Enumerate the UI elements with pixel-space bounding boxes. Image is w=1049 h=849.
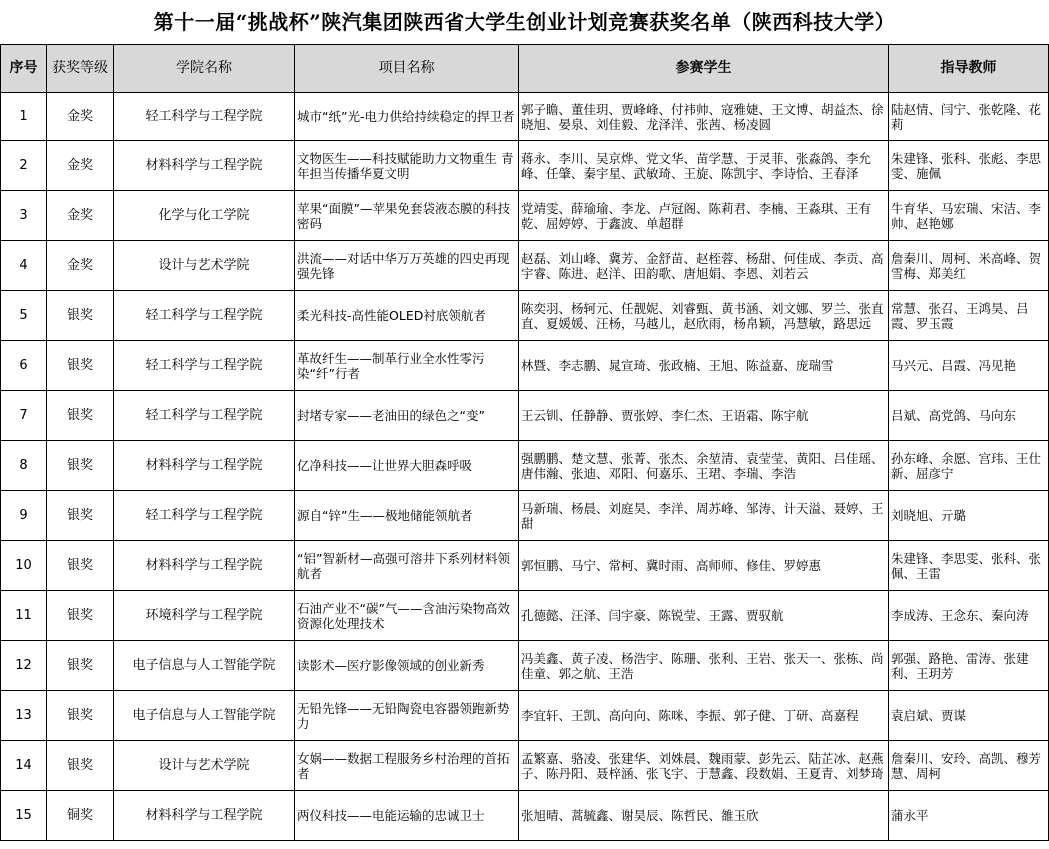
- cell-seq: 12: [1, 641, 47, 691]
- cell-college: 材料科学与工程学院: [114, 141, 295, 191]
- cell-college: 电子信息与人工智能学院: [114, 641, 295, 691]
- cell-students: 孔德懿、汪泽、闫宇豪、陈锐莹、王露、贾驭航: [519, 591, 889, 641]
- cell-seq: 1: [1, 93, 47, 141]
- cell-award: 银奖: [47, 291, 114, 341]
- table-row: [1, 791, 1049, 841]
- cell-college: 电子信息与人工智能学院: [114, 691, 295, 741]
- cell-seq: 8: [1, 441, 47, 491]
- cell-college: 材料科学与工程学院: [114, 441, 295, 491]
- cell-students: 蒋永、李川、吴京烨、党文华、苗学慧、于灵菲、张淼鸽、李允峰、任肇、秦宇星、武敏琦、王旋、陈凯宇、李诗恰、王春泽: [519, 141, 889, 191]
- table-row: [1, 341, 1049, 391]
- cell-seq: 14: [1, 741, 47, 791]
- cell-teachers: 郭强、路艳、雷涛、张建利、王玥芳: [889, 641, 1049, 691]
- cell-students: 林暨、李志鹏、晁宣琦、张政楠、王旭、陈益嘉、庞瑞雪: [519, 341, 889, 391]
- cell-award: 银奖: [47, 591, 114, 641]
- cell-college: 材料科学与工程学院: [114, 791, 295, 841]
- cell-project: 文物医生——科技赋能助力文物重生 青年担当传播华夏文明: [295, 141, 519, 191]
- cell-seq: 5: [1, 291, 47, 341]
- cell-award: 金奖: [47, 141, 114, 191]
- cell-college: 轻工科学与工程学院: [114, 391, 295, 441]
- cell-teachers: 袁启斌、贾谋: [889, 691, 1049, 741]
- cell-seq: 4: [1, 241, 47, 291]
- cell-award: 银奖: [47, 691, 114, 741]
- header-teachers: 指导教师: [889, 45, 1049, 93]
- cell-teachers: 马兴元、吕霞、冯见艳: [889, 341, 1049, 391]
- cell-project: 源自“锌”生——极地储能领航者: [295, 491, 519, 541]
- cell-college: 轻工科学与工程学院: [114, 341, 295, 391]
- cell-award: 金奖: [47, 241, 114, 291]
- header-college: 学院名称: [114, 45, 295, 93]
- cell-students: 陈奕羽、杨轲元、任靓妮、刘睿甄、黄书涵、刘文娜、罗兰、张直直、夏媛媛、汪杨，马越儿，赵欣雨，杨帛颖，冯慧敏，路思远: [519, 291, 889, 341]
- cell-teachers: 常慧、张召、王鸿昊、吕霞、罗玉霞: [889, 291, 1049, 341]
- cell-award: 银奖: [47, 391, 114, 441]
- cell-project: 石油产业不“碳”气——含油污染物高效资源化处理技术: [295, 591, 519, 641]
- cell-award: 金奖: [47, 93, 114, 141]
- cell-students: 孟繁嘉、骆凌、张建华、刘姝晨、魏雨蒙、彭先云、陆芷冰、赵燕子、陈丹阳、聂梓涵、张飞宇、于慧鑫、段数娟、王夏青、刘梦琦: [519, 741, 889, 791]
- cell-project: “铝”智新材—高强可溶井下系列材料领航者: [295, 541, 519, 591]
- table-row: [1, 391, 1049, 441]
- cell-students: 马新瑞、杨晨、刘庭昊、李洋、周苏峰、邹涛、计天溢、聂婷、王甜: [519, 491, 889, 541]
- cell-seq: 11: [1, 591, 47, 641]
- cell-seq: 3: [1, 191, 47, 241]
- table-row: [1, 93, 1049, 141]
- table-row: [1, 741, 1049, 791]
- cell-award: 银奖: [47, 641, 114, 691]
- table-row: [1, 191, 1049, 241]
- cell-students: 冯美鑫、黄子凌、杨浩宇、陈珊、张利、王岩、张天一、张栋、尚佳童、郭之航、王浩: [519, 641, 889, 691]
- header-award: 获奖等级: [47, 45, 114, 93]
- table-row: [1, 591, 1049, 641]
- cell-seq: 7: [1, 391, 47, 441]
- cell-seq: 15: [1, 791, 47, 841]
- table-row: [1, 241, 1049, 291]
- cell-seq: 6: [1, 341, 47, 391]
- table-row: [1, 441, 1049, 491]
- cell-award: 铜奖: [47, 791, 114, 841]
- cell-project: 读影术—医疗影像领域的创业新秀: [295, 641, 519, 691]
- cell-teachers: 陆赵情、闫宁、张乾隆、花莉: [889, 93, 1049, 141]
- cell-teachers: 蒲永平: [889, 791, 1049, 841]
- cell-project: 城市“纸”光-电力供给持续稳定的捍卫者: [295, 93, 519, 141]
- cell-teachers: 刘晓旭、亓璐: [889, 491, 1049, 541]
- cell-project: 两仪科技——电能运输的忠诚卫士: [295, 791, 519, 841]
- cell-project: 女娲——数据工程服务乡村治理的首拓者: [295, 741, 519, 791]
- cell-award: 银奖: [47, 341, 114, 391]
- cell-seq: 2: [1, 141, 47, 191]
- cell-college: 设计与艺术学院: [114, 741, 295, 791]
- cell-college: 化学与化工学院: [114, 191, 295, 241]
- cell-project: 洪流——对话中华万万英雄的四史再现强先锋: [295, 241, 519, 291]
- cell-project: 革故纤生——制革行业全水性零污染“纤”行者: [295, 341, 519, 391]
- cell-college: 设计与艺术学院: [114, 241, 295, 291]
- cell-project: 苹果“面膜”—苹果免套袋液态膜的科技密码: [295, 191, 519, 241]
- cell-students: 李宜轩、王凯、高向向、陈咪、李振、郭子健、丁研、高嘉程: [519, 691, 889, 741]
- cell-students: 郭恒鹏、马宁、常柯、冀时雨、高师师、修佳、罗婷惠: [519, 541, 889, 591]
- cell-project: 封堵专家——老油田的绿色之“变”: [295, 391, 519, 441]
- cell-project: 亿净科技——让世界大胆森呼吸: [295, 441, 519, 491]
- cell-teachers: 牛育华、马宏瑞、宋洁、李帅、赵艳娜: [889, 191, 1049, 241]
- award-table: [0, 44, 1049, 841]
- cell-college: 轻工科学与工程学院: [114, 93, 295, 141]
- cell-project: 柔光科技-高性能OLED衬底领航者: [295, 291, 519, 341]
- cell-students: 强鹏鹏、楚文慧、张菁、张杰、余堃清、袁莹莹、黄阳、吕佳瑶、唐伟瀚、张迪、邓阳、何嘉乐、王珺、李瑞、李浩: [519, 441, 889, 491]
- cell-college: 轻工科学与工程学院: [114, 291, 295, 341]
- cell-seq: 13: [1, 691, 47, 741]
- header-row: [1, 45, 1049, 93]
- table-body: [1, 93, 1049, 841]
- cell-students: 党靖雯、薛瑜瑜、李龙、卢冠阁、陈莉君、李楠、王淼琪、王有乾、屈婷婷、于鑫波、单超群: [519, 191, 889, 241]
- cell-teachers: 詹秦川、安玲、高凯、穆芳慧、周柯: [889, 741, 1049, 791]
- cell-award: 银奖: [47, 741, 114, 791]
- cell-award: 金奖: [47, 191, 114, 241]
- table-row: [1, 291, 1049, 341]
- table-row: [1, 491, 1049, 541]
- cell-teachers: 朱建锋、李思雯、张科、张佩、王雷: [889, 541, 1049, 591]
- cell-award: 银奖: [47, 441, 114, 491]
- cell-college: 材料科学与工程学院: [114, 541, 295, 591]
- cell-teachers: 孙东峰、余愿、宫玮、王仕新、屈彦宁: [889, 441, 1049, 491]
- page-title: 第十一届“挑战杯”陕汽集团陕西省大学生创业计划竞赛获奖名单（陕西科技大学）: [153, 10, 896, 34]
- cell-project: 无铅先锋——无铅陶瓷电容器领跑新势力: [295, 691, 519, 741]
- cell-teachers: 朱建锋、张科、张彪、李思雯、施佩: [889, 141, 1049, 191]
- cell-award: 银奖: [47, 491, 114, 541]
- cell-teachers: 李成涛、王念东、秦向涛: [889, 591, 1049, 641]
- cell-seq: 10: [1, 541, 47, 591]
- table-row: [1, 641, 1049, 691]
- cell-college: 环境科学与工程学院: [114, 591, 295, 641]
- cell-seq: 9: [1, 491, 47, 541]
- cell-students: 郭子瞻、董佳玥、贾峰峰、付祎帅、寇雅婕、王文博、胡益杰、徐晓旭、晏泉、刘佳毅、龙泽洋、张茜、杨凌圆: [519, 93, 889, 141]
- cell-students: 张旭晴、蒿毓鑫、谢昊辰、陈哲民、雒玉欣: [519, 791, 889, 841]
- header-project: 项目名称: [295, 45, 519, 93]
- header-seq: 序号: [1, 45, 47, 93]
- table-row: [1, 541, 1049, 591]
- table-row: [1, 691, 1049, 741]
- cell-college: 轻工科学与工程学院: [114, 491, 295, 541]
- header-students: 参赛学生: [519, 45, 889, 93]
- cell-students: 赵磊、刘山峰、冀芳、金舒苗、赵桎蓉、杨甜、何佳成、李贡、高宇睿、陈进、赵洋、田韵歌、唐旭娟、李恩、刘若云: [519, 241, 889, 291]
- cell-teachers: 詹秦川、周柯、米高峰、贺雪梅、郑美红: [889, 241, 1049, 291]
- cell-teachers: 吕斌、高党鸽、马向东: [889, 391, 1049, 441]
- cell-award: 银奖: [47, 541, 114, 591]
- table-row: [1, 141, 1049, 191]
- cell-students: 王云钏、任静静、贾张婷、李仁杰、王语霜、陈宇航: [519, 391, 889, 441]
